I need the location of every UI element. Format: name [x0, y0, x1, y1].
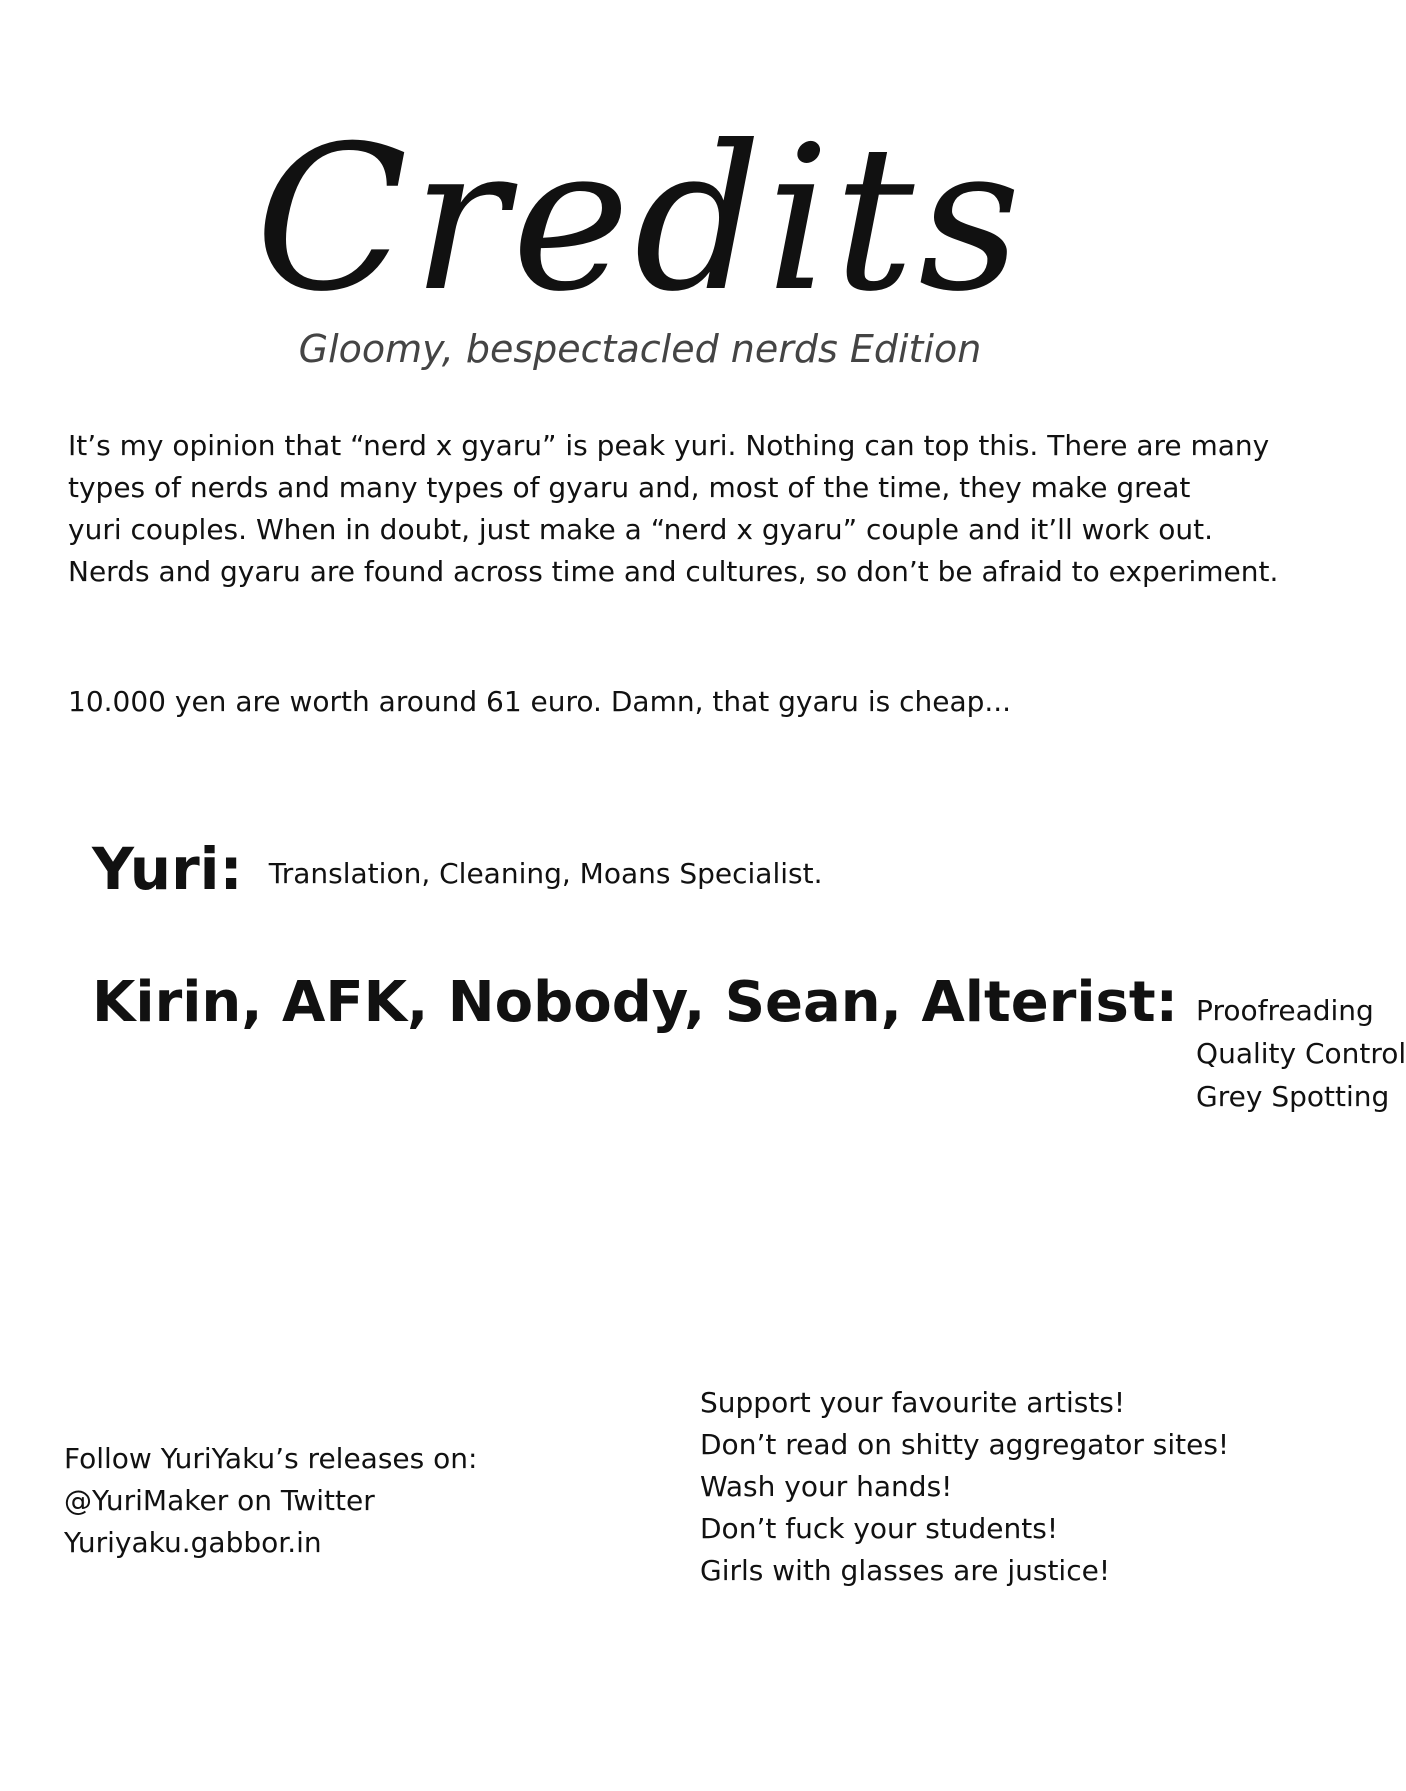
slogan: Support your favourite artists!: [700, 1386, 1126, 1419]
credit-entry-yuri: [92, 835, 823, 903]
page-title: Credits: [255, 103, 1025, 336]
slogan: Don’t read on shitty aggregator sites!: [700, 1428, 1230, 1461]
twitter-handle: @YuriMaker on Twitter: [64, 1484, 375, 1517]
intro-line: Nerds and gyaru are found across time and cultures, so don’t be afraid to experiment.: [68, 555, 1279, 588]
credit-role-list: [1196, 989, 1406, 1118]
follow-info: [64, 1438, 477, 1564]
credit-name: Yuri:: [92, 835, 243, 903]
credit-role: Translation, Cleaning, Moans Specialist.: [268, 857, 823, 890]
intro-line: types of nerds and many types of gyaru and, most of the time, they make great: [68, 471, 1191, 504]
slogan-list: [700, 1382, 1229, 1592]
page-subtitle: Gloomy, bespectacled nerds Edition: [298, 327, 982, 371]
credit-name: Kirin, AFK, Nobody, Sean, Alterist:: [92, 970, 1179, 1035]
follow-line: Follow YuriYaku’s releases on:: [64, 1442, 478, 1475]
intro-line: yuri couples. When in doubt, just make a “nerd x gyaru” couple and it’ll work out.: [68, 513, 1214, 546]
slogan: Don’t fuck your students!: [700, 1512, 1059, 1545]
yen-note: 10.000 yen are worth around 61 euro. Damn, that gyaru is cheap...: [68, 685, 1012, 718]
slogan: Wash your hands!: [700, 1470, 953, 1503]
credit-entry-team: [92, 970, 1406, 1118]
intro-paragraph: [68, 425, 1279, 593]
website: Yuriyaku.gabbor.in: [64, 1526, 322, 1559]
credit-role: Grey Spotting: [1196, 1080, 1390, 1113]
intro-line: It’s my opinion that “nerd x gyaru” is peak yuri. Nothing can top this. There are many: [68, 429, 1270, 462]
slogan: Girls with glasses are justice!: [700, 1554, 1111, 1587]
credit-role: Quality Control: [1196, 1037, 1406, 1070]
credit-role: Proofreading: [1196, 994, 1374, 1027]
